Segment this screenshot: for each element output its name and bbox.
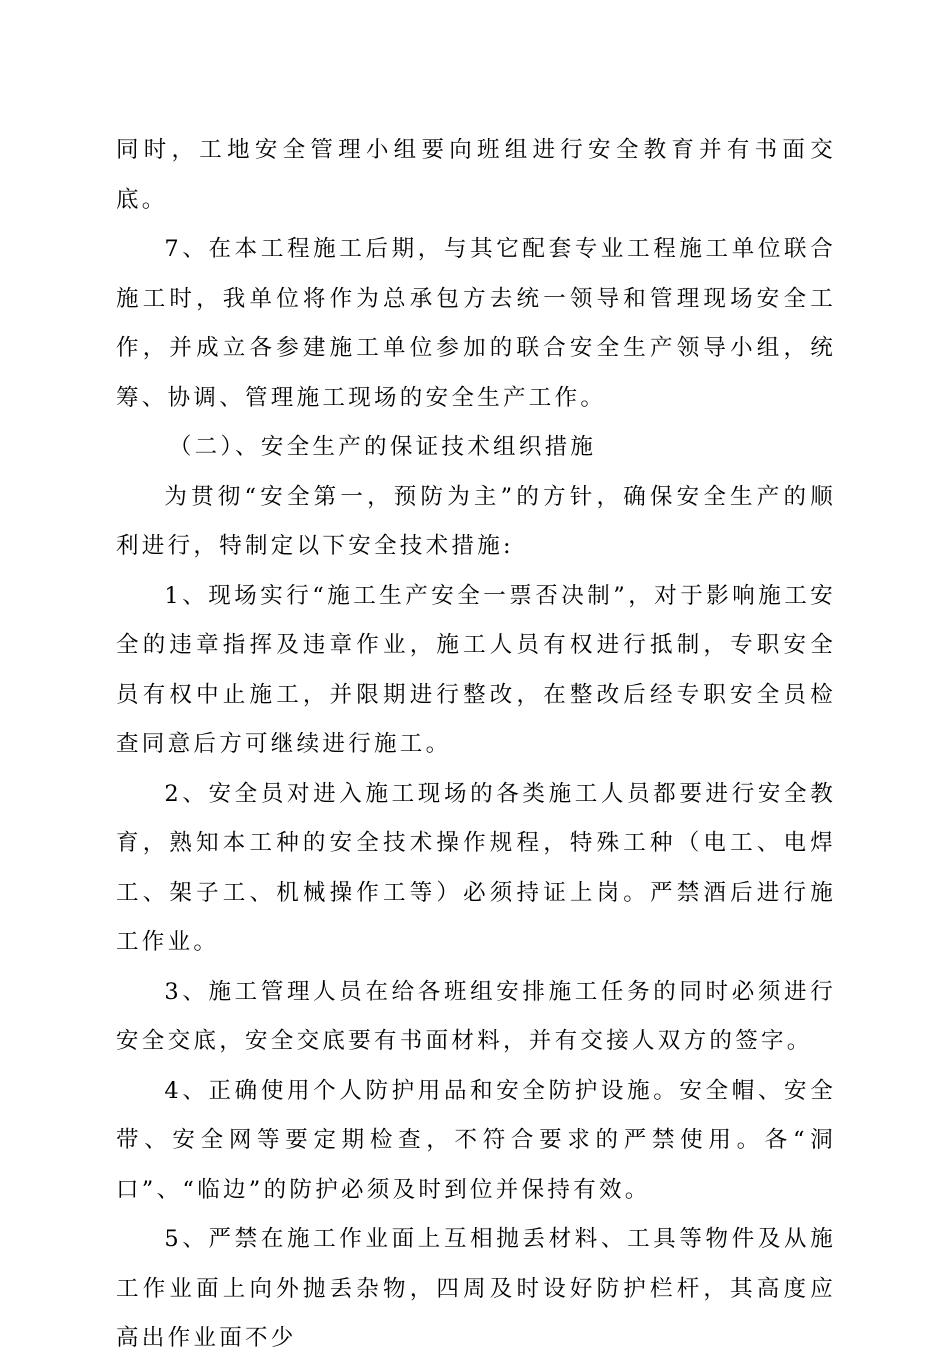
paragraph-item-4: 4、正确使用个人防护用品和安全防护设施。安全帽、安全带、安全网等要定期检查，不符合要求的严禁使用。各“洞口”、“临边”的防护必须及时到位并保持有效。 xyxy=(116,1077,836,1203)
paragraph-item-7: 7、在本工程施工后期，与其它配套专业工程施工单位联合施工时，我单位将作为总承包方去统一领导和管理现场安全工作，并成立各参建施工单位参加的联合安全生产领导小组，统筹、协调、管理施工现场的安全生产工作。 xyxy=(116,236,836,411)
paragraph-item-5: 5、严禁在施工作业面上互相抛丢材料、工具等物件及从施工作业面上向外抛丢杂物，四周及时设好防护栏杆，其高度应高出作业面不少 xyxy=(116,1226,836,1351)
section-heading: （二）、安全生产的保证技术组织措施 xyxy=(168,434,597,460)
paragraph-item-1: 1、现场实行“施工生产安全一票否决制”，对于影响施工安全的违章指挥及违章作业，施工人员有权进行抵制，专职安全员有权中止施工，并限期进行整改，在整改后经专职安全员检查同意后方可继续进行施工。 xyxy=(116,582,836,757)
document-body xyxy=(116,126,836,1364)
paragraph-item-3: 3、施工管理人员在给各班组安排施工任务的同时必须进行安全交底，安全交底要有书面材料，并有交接人双方的签字。 xyxy=(116,978,836,1054)
paragraph-intro: 为贯彻“安全第一，预防为主”的方针，确保安全生产的顺利进行，特制定以下安全技术措施: xyxy=(116,483,836,559)
paragraph-continuation: 同时，工地安全管理小组要向班组进行安全教育并有书面交底。 xyxy=(116,137,836,213)
paragraph-item-2: 2、安全员对进入施工现场的各类施工人员都要进行安全教育，熟知本工种的安全技术操作规程，特殊工种（电工、电焊工、架子工、机械操作工等）必须持证上岗。严禁酒后进行施工作业。 xyxy=(116,780,836,955)
